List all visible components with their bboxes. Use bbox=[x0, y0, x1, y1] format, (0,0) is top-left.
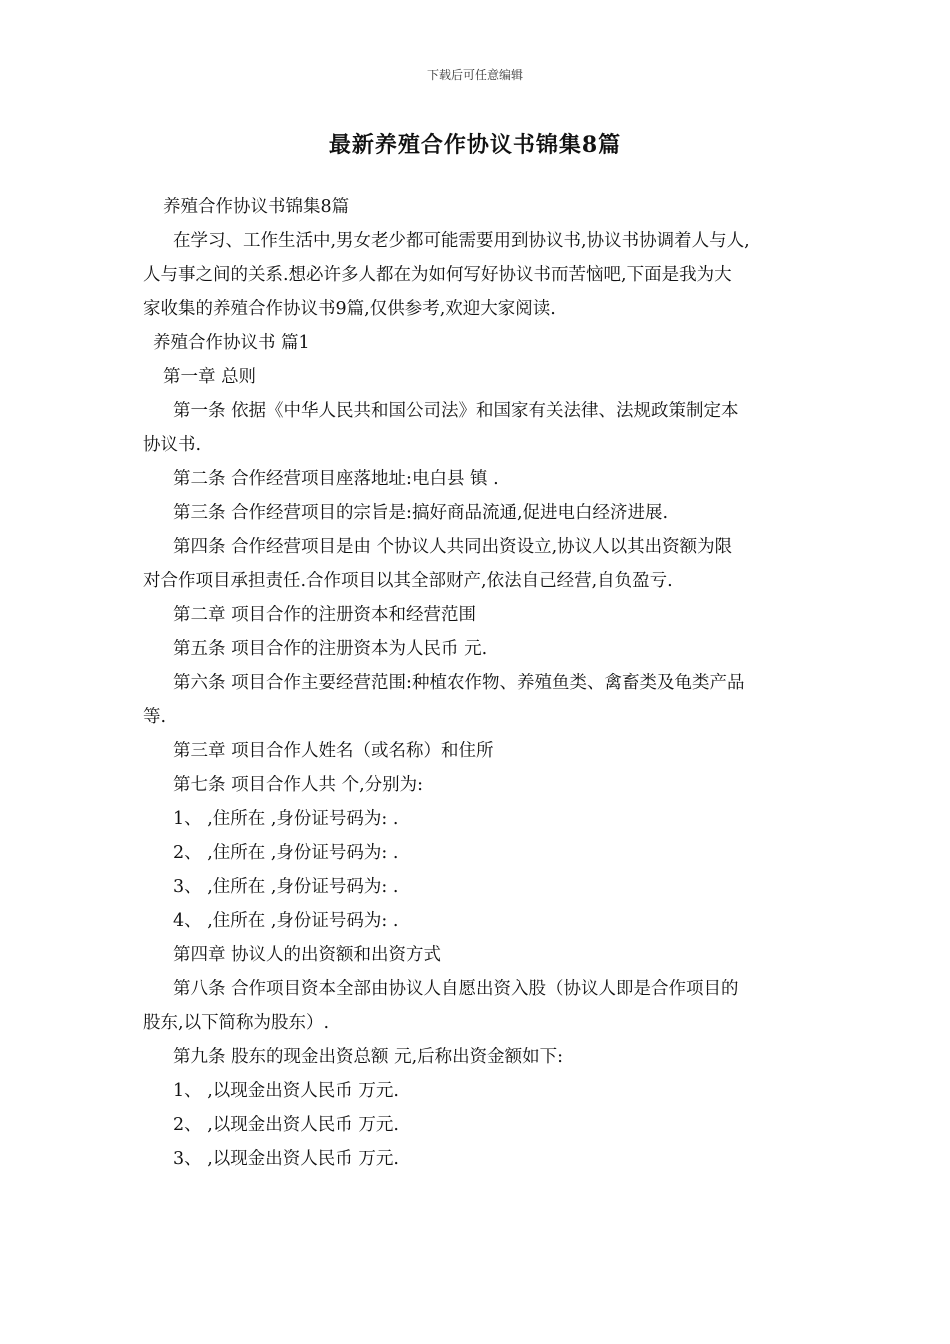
paragraph-line: 第一章 总则 bbox=[163, 367, 257, 387]
paragraph-line: 1、 ,以现金出资人民币 万元. bbox=[173, 1081, 399, 1101]
paragraph-line: 协议书. bbox=[143, 435, 202, 455]
paragraph-line: 1、 ,住所在 ,身份证号码为: . bbox=[173, 809, 399, 829]
paragraph-line: 4、 ,住所在 ,身份证号码为: . bbox=[173, 911, 399, 931]
paragraph-line: 第五条 项目合作的注册资本为人民币 元. bbox=[173, 639, 488, 659]
paragraph-line: 第七条 项目合作人共 个,分别为: bbox=[173, 775, 424, 795]
paragraph-line: 3、 ,以现金出资人民币 万元. bbox=[173, 1149, 399, 1169]
paragraph-line: 养殖合作协议书锦集8篇 bbox=[163, 197, 350, 217]
paragraph-line: 对合作项目承担责任.合作项目以其全部财产,依法自己经营,自负盈亏. bbox=[143, 571, 673, 591]
document-body bbox=[143, 190, 813, 1176]
paragraph-line: 第八条 合作项目资本全部由协议人自愿出资入股（协议人即是合作项目的 bbox=[173, 979, 739, 999]
paragraph-line: 养殖合作协议书 篇1 bbox=[153, 333, 310, 353]
paragraph-line: 2、 ,以现金出资人民币 万元. bbox=[173, 1115, 399, 1135]
paragraph-line: 第二条 合作经营项目座落地址:电白县 镇 . bbox=[173, 469, 499, 489]
paragraph-line: 股东,以下简称为股东）. bbox=[143, 1013, 330, 1033]
paragraph-line: 家收集的养殖合作协议书9篇,仅供参考,欢迎大家阅读. bbox=[143, 299, 556, 319]
paragraph-line: 人与事之间的关系.想必许多人都在为如何写好协议书而苦恼吧,下面是我为大 bbox=[143, 265, 732, 285]
paragraph-line: 第四章 协议人的出资额和出资方式 bbox=[173, 945, 442, 965]
paragraph-line: 第六条 项目合作主要经营范围:种植农作物、养殖鱼类、禽畜类及龟类产品 bbox=[173, 673, 745, 693]
page-header-note: 下载后可任意编辑 bbox=[426, 68, 523, 82]
paragraph-line: 第三章 项目合作人姓名（或名称）和住所 bbox=[173, 741, 494, 761]
paragraph-line: 第四条 合作经营项目是由 个协议人共同出资设立,协议人以其出资额为限 bbox=[173, 537, 733, 557]
paragraph-line: 3、 ,住所在 ,身份证号码为: . bbox=[173, 877, 399, 897]
paragraph-line: 等. bbox=[143, 707, 167, 727]
paragraph-line: 第三条 合作经营项目的宗旨是:搞好商品流通,促进电白经济进展. bbox=[173, 503, 669, 523]
paragraph-line: 第一条 依据《中华人民共和国公司法》和国家有关法律、法规政策制定本 bbox=[173, 401, 739, 421]
paragraph-line: 第二章 项目合作的注册资本和经营范围 bbox=[173, 605, 477, 625]
paragraph-line: 第九条 股东的现金出资总额 元,后称出资金额如下: bbox=[173, 1047, 564, 1067]
paragraph-line: 在学习、工作生活中,男女老少都可能需要用到协议书,协议书协调着人与人, bbox=[173, 231, 750, 251]
document-title: 最新养殖合作协议书锦集8篇 bbox=[328, 132, 622, 158]
paragraph-line: 2、 ,住所在 ,身份证号码为: . bbox=[173, 843, 399, 863]
